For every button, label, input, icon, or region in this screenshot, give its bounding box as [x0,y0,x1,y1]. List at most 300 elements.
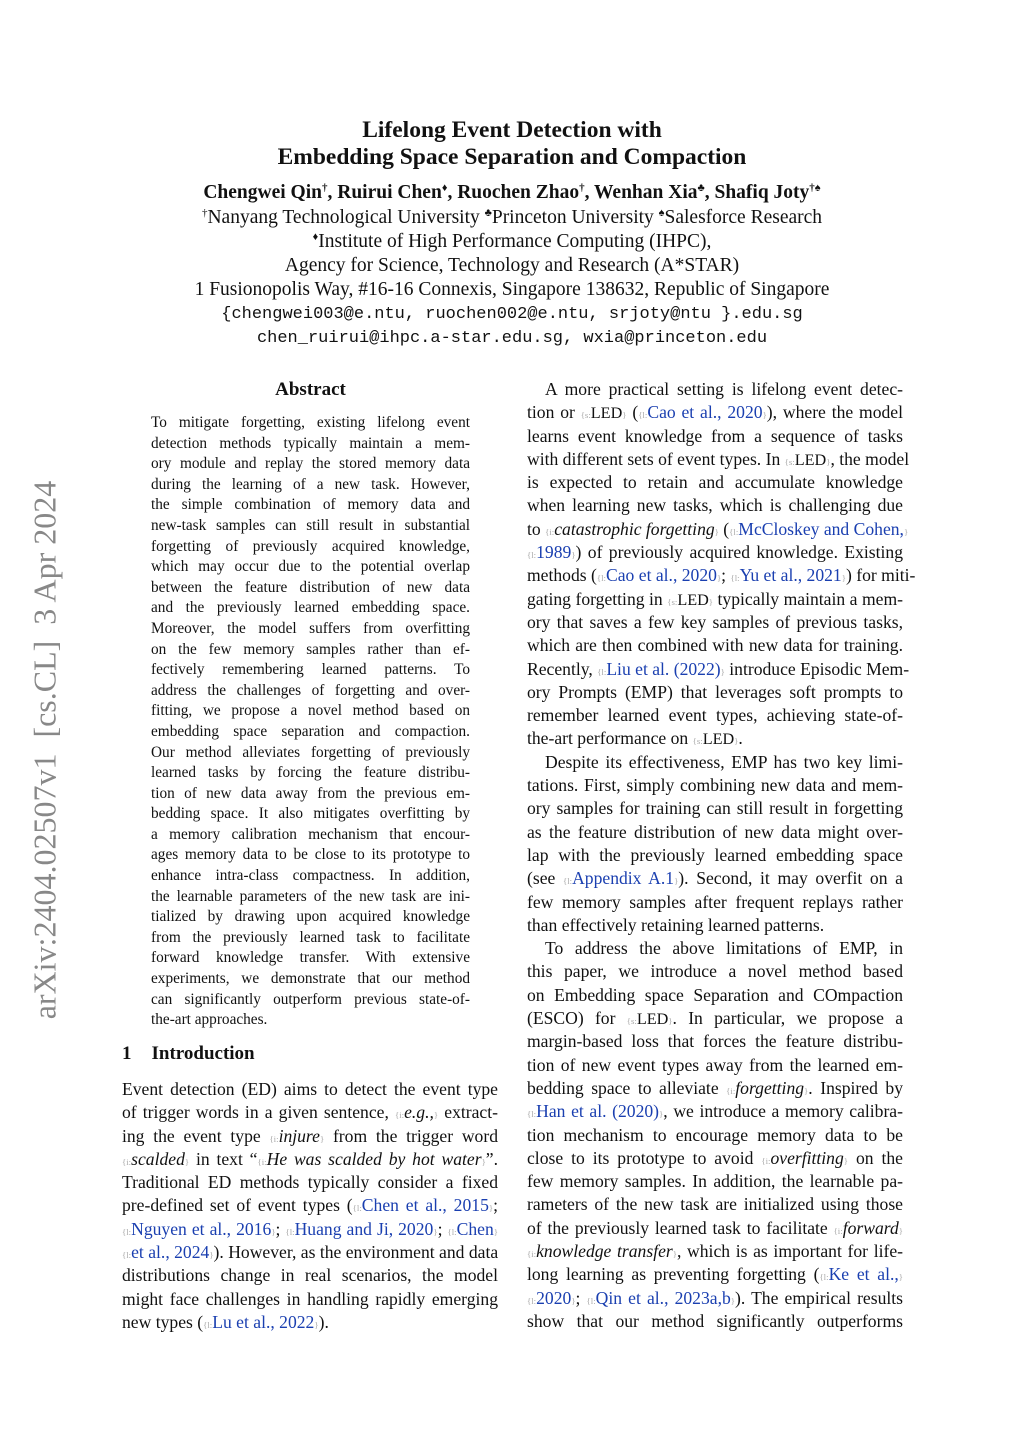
style-marker: } [659,1109,664,1120]
style-marker: } [622,410,627,421]
text-line [527,1077,903,1100]
author-name: Wenhan Xia [594,182,698,203]
affiliation-name: Institute of High Performance Computing (IHPC), [318,231,712,252]
text-run: ory module and replay the stored memory data [151,455,470,473]
style-marker: } [433,1110,439,1121]
text-line [527,891,903,914]
citation-link[interactable]: Yu et al., 2021 [739,565,842,586]
text-run: when learning new tasks, which is challenging due [527,495,903,516]
author-list: Chengwei Qin†, Ruirui Chen♦, Ruochen Zhao†, Wenhan Xia♣, Shafiq Joty†♠ [203,182,821,203]
text-line [527,1263,903,1286]
author-name: Chengwei Qin [203,182,322,203]
text-run: from the previously learned task to facilitate [151,928,470,946]
arxiv-identifier: arXiv:2404.02507v1 [cs.CL] 3 Apr 2024 [26,480,63,1020]
text-line [151,701,470,722]
citation-link[interactable]: McCloskey and Cohen, [738,518,904,539]
text-run: ; [721,565,731,586]
text-line [151,907,470,928]
text-run: embedding space separation and compaction. [151,722,470,740]
style-marker: } [433,1226,438,1237]
text-line [151,1010,470,1031]
section-title: Introduction [151,1043,255,1064]
text-line [151,969,470,990]
style-marker: {s: [580,410,591,421]
text-line [151,598,470,619]
text-line [151,681,470,702]
style-marker: } [826,456,831,467]
author-name: Ruirui Chen [337,182,442,203]
citation-link[interactable]: Chen et al., 2015 [361,1195,489,1216]
text-run: ; [437,1218,448,1239]
text-run: ”. [485,1148,499,1169]
text-line [527,797,903,820]
text-run: close to its prototype to avoid [527,1147,762,1168]
affiliation-mark: ♠ [658,207,665,219]
text-run: with different sets of event types. In [527,448,785,469]
text-line [527,1193,903,1216]
text-line [527,401,903,424]
text-line [151,825,470,846]
text-line [122,1311,498,1334]
text-run: remember learned event types, achieving state-of- [527,705,903,726]
text-run: learns event knowledge from a sequence of tasks [527,425,903,446]
text-run: methods ( [527,565,597,586]
text-run: ) for miti- [845,565,916,586]
text-line [527,1100,903,1123]
text-line [122,1078,498,1101]
text-line [527,634,903,657]
text-run: ; [575,1287,587,1308]
style-marker: {l: [527,550,537,561]
citation-link[interactable]: Huang and Ji, 2020 [294,1218,434,1239]
style-marker: {l: [730,573,740,584]
affiliation-line: Agency for Science, Technology and Research (A*STAR) [284,255,740,276]
text-line [527,774,903,797]
text-run: ) of previously acquired knowledge. Existing [575,542,903,563]
style-marker: } [708,596,714,607]
text-run: pre-defined set of event types ( [122,1195,353,1216]
style-marker: {s: [692,736,703,747]
citation-link[interactable]: Lu et al., 2022 [212,1311,315,1332]
small-caps-text: LED [677,590,709,609]
text-line [151,763,470,784]
text-line [527,984,903,1007]
affiliation-line [0,207,1024,229]
text-line [151,640,470,661]
text-run: the simple combination of memory data and [151,496,470,514]
style-marker: {l: [122,1250,132,1261]
paper-title-line-1: Lifelong Event Detection with [362,117,662,143]
citation-link[interactable]: Appendix A.1 [572,868,675,889]
email-line: {chengwei003@e.ntu, ruochen002@e.ntu, srjoty@ntu }.edu.sg [221,305,803,324]
text-line [151,557,470,578]
style-marker: {i: [545,526,555,537]
text-run: . [738,728,743,749]
text-run: Event detection (ED) aims to detect the event type [122,1079,498,1099]
style-marker: {l: [527,1295,537,1306]
text-run: address the challenges of forgetting and over- [151,681,470,699]
text-run: bedding space to alleviate [527,1077,727,1098]
text-run: extract- [438,1102,498,1123]
citation-link[interactable]: 1989 [536,542,572,563]
text-line [151,434,470,455]
text-run: , we introduce a memory calibra- [663,1101,903,1122]
style-marker: {i: [257,1156,267,1167]
style-marker: {l: [352,1203,362,1214]
text-run: . Inspired by [808,1077,903,1098]
text-line [527,448,910,471]
affiliation-name: Salesforce Research [664,207,823,228]
text-run: learned tasks by forcing the feature distribu- [151,764,470,782]
affiliation-mark: ♣ [697,182,705,194]
text-run: To address the above limitations of EMP, in [545,938,903,959]
text-run: forward knowledge transfer. With extensive [151,949,470,967]
text-line [527,821,903,844]
text-run: detection methods typically maintain a mem- [151,434,470,452]
style-marker: {i: [269,1133,279,1144]
text-run: ; [275,1218,286,1239]
style-marker: {l: [447,1226,457,1237]
text-run: Despite its effectiveness, EMP has two key limi- [545,751,903,772]
text-run: gating forgetting in [527,588,668,609]
style-marker: } [898,1272,903,1283]
intro-right-column [527,378,916,1333]
text-run: fectively remembering learned patterns. To [151,661,470,679]
text-line [151,413,470,434]
style-marker: } [898,1225,903,1236]
text-run: new-task samples can still result in substantial [151,516,470,534]
text-line [122,1171,498,1194]
author-name: Ruochen Zhao [457,182,580,203]
text-run: (ESCO) for [527,1008,627,1029]
affiliation-line [0,231,1024,253]
paper-title-line-2: Embedding Space Separation and Compaction [277,144,747,170]
text-run: show that our method significantly outperforms [527,1310,903,1331]
style-marker: } [714,526,719,537]
text-line [527,751,903,774]
text-line [151,475,470,496]
style-marker: } [730,1295,736,1306]
text-line [527,378,903,401]
style-marker: {l: [527,1109,537,1120]
text-run: tion mechanism to encourage memory data to be [527,1124,903,1145]
text-run: forgetting of previously acquired knowledge, [151,537,470,555]
text-run: from the trigger word [324,1125,498,1146]
affiliation-name: Princeton University [491,207,659,228]
text-line [527,1124,903,1147]
style-marker: } [804,1085,809,1096]
style-marker: {s: [626,1016,637,1027]
style-marker: {l: [729,526,739,537]
text-run: bedding space. It also mitigates overfitting by [151,805,470,823]
text-line [527,518,909,541]
text-line [122,1288,498,1311]
style-marker: {i: [726,1085,736,1096]
text-run: to [527,518,546,539]
intro-left-column [122,1078,498,1334]
text-run: tion or [527,402,581,423]
text-run: on the few memory samples rather than ef- [151,640,470,658]
emphasis-text: He was scalded by hot water [266,1148,482,1169]
emphasis-text: catastrophic forgetting [554,518,715,539]
text-run: ). However, as the environment and data [213,1242,499,1263]
text-line [151,887,470,908]
style-marker: } [571,1295,576,1306]
text-line [151,845,470,866]
style-marker: {l: [562,876,573,887]
style-marker: {i: [761,1155,771,1166]
style-marker: } [184,1156,190,1167]
text-line [151,619,470,640]
text-run: tialized by drawing upon acquired knowledge [151,908,470,926]
style-marker: } [674,876,679,887]
citation-link[interactable]: et al., 2024 [131,1242,210,1263]
text-run: few memory samples after frequent replays rather [527,891,903,912]
text-run: tion of new event types away from the learned em- [527,1054,903,1075]
affiliation-mark: ♣ [484,207,492,219]
style-marker: } [762,410,767,421]
text-line [151,866,470,887]
style-marker: {l: [122,1226,132,1237]
text-run: A more practical setting is lifelong event detec- [545,379,903,399]
emphasis-text: e.g., [404,1102,434,1123]
text-line [151,660,470,681]
style-marker: } [668,1016,673,1027]
citation-link[interactable]: Cao et al., 2020 [647,402,763,423]
text-run: ory samples for training can still result in forgetting [527,798,903,819]
style-marker: } [271,1226,276,1237]
text-line [527,1054,903,1077]
text-run: a memory calibration mechanism that encour- [151,825,470,843]
text-run: long learning as preventing forgetting ( [527,1264,820,1285]
emphasis-text: injure [278,1125,320,1146]
text-line [527,1147,903,1170]
text-line [527,541,903,564]
text-run: ory that saves a few key samples of previous tasks, [527,611,903,632]
affiliation-mark: ♦ [312,231,319,243]
text-line [122,1101,498,1124]
style-marker: } [841,573,846,584]
citation-link[interactable]: Ke et al., [828,1264,899,1285]
text-run: ), where the model [766,402,904,423]
text-run: ages memory data to be close to its prototype to [151,846,470,864]
style-marker: {i: [527,1248,537,1259]
text-run: . In particular, we propose a [672,1008,903,1029]
text-run: typically maintain a mem- [713,588,904,609]
abstract-heading: Abstract [275,379,346,400]
text-line [151,804,470,825]
citation-link[interactable]: Chen [456,1218,494,1239]
text-run: of the previously learned task to facilitate [527,1217,834,1238]
text-run: lap with the previously learned embedding space [527,844,903,865]
text-run: and the previously learned embedding space. [151,599,470,617]
section-number: 1 [122,1043,132,1064]
text-line [527,658,910,681]
text-line [527,588,903,611]
style-marker: {l: [638,410,648,421]
text-line [527,681,903,704]
text-line [527,727,903,750]
text-run: the learnable parameters of the new task are ini- [151,887,470,905]
style-marker: } [314,1319,319,1330]
text-line [151,537,470,558]
text-run: tion of new data away from the previous em- [151,784,470,802]
text-run: ; [493,1195,498,1216]
affiliation-mark: ♦ [441,182,448,194]
style-marker: } [720,666,725,677]
text-run: Traditional ED methods typically consider a fixed [122,1172,498,1193]
text-run: ). [318,1311,329,1332]
text-run: Moreover, the model suffers from overfitting [151,619,470,637]
text-line [151,928,470,949]
text-run: margin-based loss that forces the feature distribu- [527,1031,903,1052]
text-run: as the feature distribution of new data might over- [527,821,903,842]
text-line [122,1194,498,1217]
text-line [527,611,903,634]
text-line [527,1007,903,1030]
text-line [527,937,903,960]
style-marker: } [481,1156,486,1167]
citation-link[interactable]: 2020 [536,1287,572,1308]
citation-link[interactable]: Qin et al., 2023a,b [595,1287,731,1308]
citation-link[interactable]: Liu et al. (2022) [606,658,721,679]
affiliation-mark: † [579,182,585,194]
text-run: ( [718,518,730,539]
style-marker: {l: [819,1272,829,1283]
text-run: which are then combined with new data for training. [527,635,903,656]
style-marker: {i: [394,1110,405,1121]
text-line [527,471,903,494]
text-line [151,516,470,537]
text-run: the-art performance on [527,728,693,749]
text-line [527,704,903,727]
author-name: Shafiq Joty [714,182,810,203]
text-run: can significantly outperform previous state-of- [151,990,470,1008]
text-line [151,990,470,1011]
text-run: during the learning of a new task. However, [151,475,470,493]
text-run: experiments, we demonstrate that our method [151,970,470,988]
text-run: in text “ [189,1148,258,1169]
abstract-body [151,413,470,1031]
emphasis-text: forward [842,1217,899,1238]
text-run: , which is as important for life- [676,1240,903,1261]
text-run: Recently, [527,658,598,679]
style-marker: } [716,573,722,584]
text-line [122,1218,498,1241]
text-line [122,1148,498,1171]
text-line [151,495,470,516]
text-run: between the feature distribution of new data [151,578,470,596]
text-run: the-art approaches. [151,1011,268,1029]
text-run: enhance intra-class compactness. In addition, [151,867,470,885]
citation-link[interactable]: Cao et al., 2020 [606,565,717,586]
style-marker: {s: [667,596,678,607]
text-run: of trigger words in a given sentence, [122,1102,395,1123]
style-marker: } [672,1248,677,1259]
text-line [527,960,903,983]
text-run: ). The empirical results [735,1287,903,1308]
text-run: might face challenges in handling rapidly emerging [122,1288,498,1309]
section-heading [122,1043,255,1065]
email-line: chen_ruirui@ihpc.a-star.edu.sg, wxia@princeton.edu [256,329,768,348]
citation-link[interactable]: Han et al. (2020) [536,1101,660,1122]
style-marker: {l: [596,573,607,584]
style-marker: } [843,1155,848,1166]
style-marker: {l: [285,1226,295,1237]
text-run: distributions change in real scenarios, the model [122,1265,498,1286]
text-run: is expected to retain and accumulate knowledge [527,472,903,493]
text-run: ). Second, it may overfit on a [678,868,903,889]
text-line [151,578,470,599]
small-caps-text: LED [794,450,827,469]
style-marker: {l: [597,666,607,677]
text-line [527,867,903,890]
text-run: this paper, we introduce a novel method based [527,961,903,982]
text-line [151,784,470,805]
text-line [527,494,903,517]
text-line [527,914,903,937]
text-run: ing the event type [122,1125,270,1146]
text-line [527,425,903,448]
style-marker: } [488,1203,494,1214]
small-caps-text: LED [590,404,623,423]
affiliation-mark: † [321,182,328,194]
text-run: few memory samples. In addition, the learnable pa- [527,1171,903,1192]
small-caps-text: LED [702,730,735,749]
text-run: ory Prompts (EMP) that leverages soft prompts to [527,681,903,702]
text-line [122,1125,498,1148]
text-line [527,1030,903,1053]
style-marker: {l: [586,1295,596,1306]
text-line [527,1217,903,1240]
emphasis-text: knowledge transfer [536,1240,673,1261]
text-run: , the model [830,448,910,469]
text-run: fitting, we propose a novel method based on [151,702,470,720]
text-run: new types ( [122,1311,204,1332]
text-line [151,743,470,764]
text-run: introduce Episodic Mem- [724,658,910,679]
text-line [122,1264,498,1287]
text-run: which may occur due to the potential overlap [151,558,470,576]
text-line [527,844,903,867]
text-line [122,1241,498,1264]
emphasis-text: overfitting [770,1147,844,1168]
text-run: than effectively retaining learned patterns. [527,914,825,935]
style-marker: {s: [784,456,795,467]
style-marker: {i: [122,1156,132,1167]
text-line [527,1287,903,1310]
style-marker: {i: [833,1225,843,1236]
style-marker: } [571,550,576,561]
text-line [151,722,470,743]
small-caps-text: LED [636,1010,669,1029]
text-run: rameters of the new task are initialized using those [527,1194,903,1215]
style-marker: } [903,526,909,537]
text-run: on Embedding space Separation and COmpaction [527,984,903,1005]
text-line [527,1170,903,1193]
affiliation-mark: †♠ [809,182,821,194]
text-line [527,1310,903,1333]
emphasis-text: forgetting [735,1077,805,1098]
text-line [151,948,470,969]
emphasis-text: scalded [131,1148,185,1169]
citation-link[interactable]: Nguyen et al., 2016 [131,1218,272,1239]
style-marker: } [734,736,739,747]
style-marker: } [209,1250,214,1261]
style-marker: } [493,1226,498,1237]
affiliation-name: Nanyang Technological University [207,207,485,228]
style-marker: } [319,1133,325,1144]
